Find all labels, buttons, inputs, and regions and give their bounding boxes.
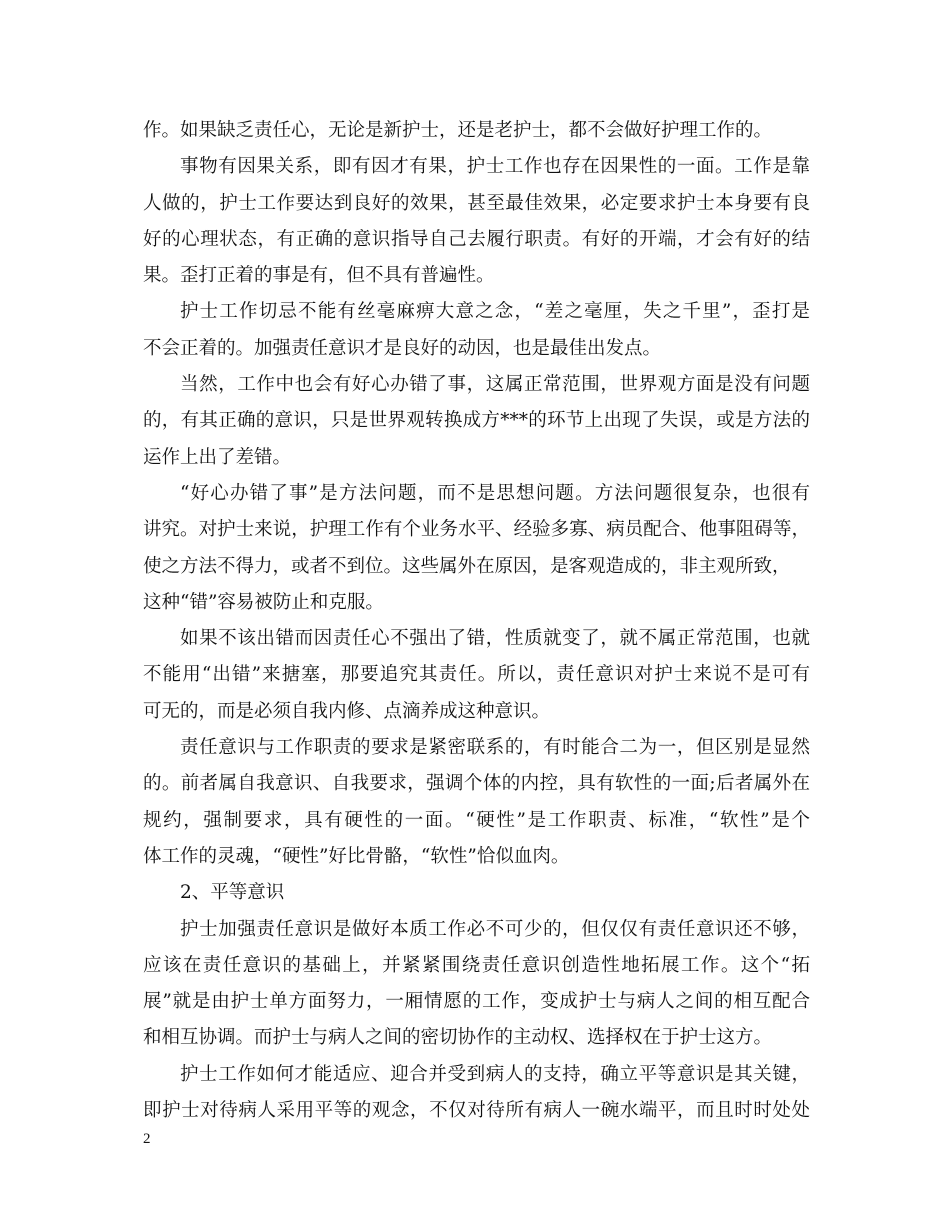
text-line: 护士工作如何才能适应、迎合并受到病人的支持，确立平等意识是其关键， [180, 1063, 810, 1085]
text-line: 即护士对待病人采用平等的观念，不仅对待所有病人一碗水端平，而且时时处处 [143, 1100, 810, 1122]
text-line: 可无的，而是必须自我内修、点滴养成这种意识。 [143, 700, 551, 722]
text-line: 规约，强制要求，具有硬性的一面。“硬性”是工作职责、标准，“软性”是个 [143, 809, 810, 831]
text-line: 的，有其正确的意识，只是世界观转换成方***的环节上出现了失误，或是方法的 [143, 410, 810, 432]
text-line: 事物有因果关系，即有因才有果，护士工作也存在因果性的一面。工作是靠 [180, 156, 810, 178]
text-line: 的。前者属自我意识、自我要求，强调个体的内控，具有软性的一面;后者属外在 [143, 773, 810, 795]
text-line: 好的心理状态，有正确的意识指导自己去履行职责。有好的开端，才会有好的结 [143, 228, 810, 250]
text-line: 护士工作切忌不能有丝毫麻痹大意之念，“差之毫厘，失之千里”，歪打是 [180, 301, 810, 323]
text-line: 人做的，护士工作要达到良好的效果，甚至最佳效果，必定要求护士本身要有良 [143, 192, 810, 214]
text-line: 如果不该出错而因责任心不强出了错，性质就变了，就不属正常范围，也就 [180, 628, 810, 650]
text-line: 果。歪打正着的事是有，但不具有普遍性。 [143, 265, 495, 287]
text-line: 当然，工作中也会有好心办错了事，这属正常范围，世界观方面是没有问题 [180, 374, 810, 396]
text-line: 作。如果缺乏责任心，无论是新护士，还是老护士，都不会做好护理工作的。 [143, 120, 773, 141]
text-line: 体工作的灵魂，“硬性”好比骨骼，“软性”恰似血肉。 [143, 845, 570, 867]
page-number: 2 [143, 1131, 151, 1147]
text-line: 和相互协调。而护士与病人之间的密切协作的主动权、选择权在于护士这方。 [143, 1027, 773, 1049]
text-line: 展”就是由护士单方面努力，一厢情愿的工作，变成护士与病人之间的相互配合 [143, 991, 810, 1013]
text-line: 护士加强责任意识是做好本质工作必不可少的，但仅仅有责任意识还不够， [180, 918, 810, 940]
text-line: “好心办错了事”是方法问题，而不是思想问题。方法问题很复杂，也很有 [180, 482, 810, 504]
text-line: 不会正着的。加强责任意识才是良好的动因，也是最佳出发点。 [143, 337, 662, 359]
text-line: 应该在责任意识的基础上，并紧紧围绕责任意识创造性地拓展工作。这个“拓 [143, 954, 810, 976]
text-line: 不能用“出错”来搪塞，那要追究其责任。所以，责任意识对护士来说不是可有 [143, 664, 810, 686]
text-line: 运作上出了差错。 [143, 446, 292, 468]
text-line: 2、平等意识 [180, 882, 285, 904]
text-line: 这种“错”容易被防止和克服。 [143, 591, 384, 613]
text-line: 责任意识与工作职责的要求是紧密联系的，有时能合二为一，但区别是显然 [180, 737, 810, 759]
text-line: 使之方法不得力，或者不到位。这些属外在原因，是客观造成的，非主观所致， [143, 555, 791, 577]
document-body [143, 113, 810, 1129]
text-line: 讲究。对护士来说，护理工作有个业务水平、经验多寡、病员配合、他事阻碍等， [143, 519, 810, 541]
